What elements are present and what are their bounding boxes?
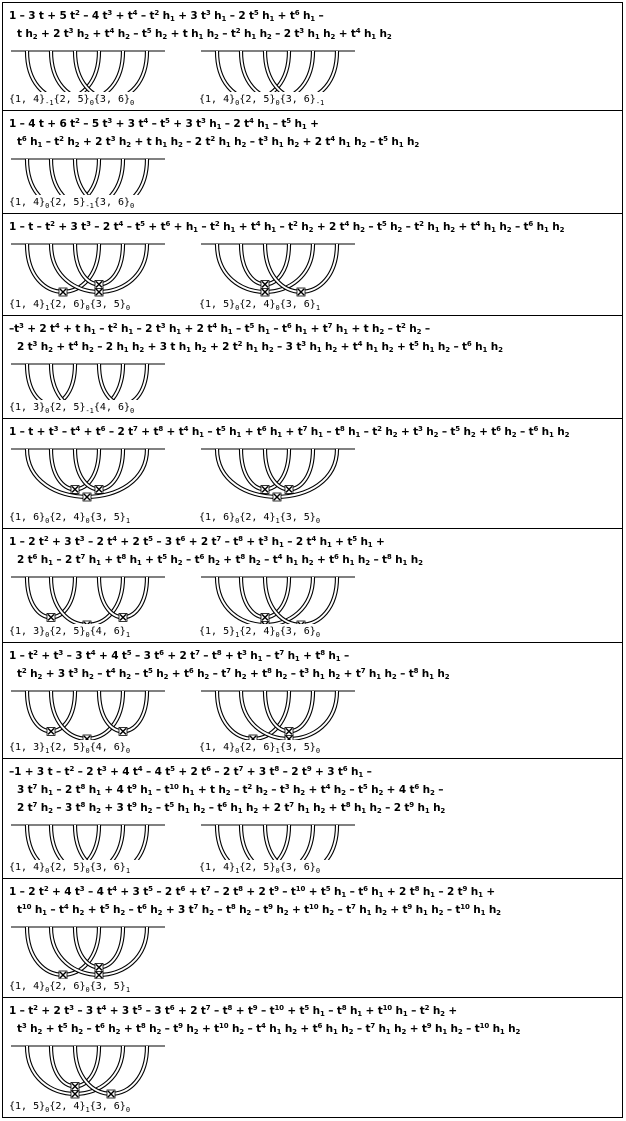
crossing-marker <box>107 1090 115 1098</box>
diagram-label: {1, $6\}_0\{2$, $4\}_0\{3$, $5\}_1$ <box>9 512 131 525</box>
polynomial-line: 3 $t^7$ $h_1 - 2$ $t^8$ $h_1 + 4$ $t^9$ $h_1 - t^{10}$ $h_1 + t$ $h_2 - t^2$ $h_2 - t^3$ $h_2 + t^4$ $h_2 - t^5$ $h_2 + 4$ $t^6$ $h_2$ – <box>17 783 444 797</box>
polynomial-line: 2 $t^3$ $h_2 + t^4$ $h_2 - 2$ $h_1$ $h_2 + 3$ t $h_1$ $h_2 + 2$ $t^2$ $h_1$ $h_2 - 3$ $t^3$ $h_1$ $h_2 + t^4$ $h_1$ $h_2 + t^5$ $h_1$ $h_2 - t^6$ $h_1$ $h_2$ <box>17 340 503 354</box>
result-cell <box>2 878 623 998</box>
diagram-label: {1, $5\}_0\{2$, $4\}_1\{3$, $6\}_0$ <box>9 1101 131 1114</box>
polynomial-line: 2 $t^7$ $h_2 - 3$ $t^8$ $h_2 + 3$ $t^9$ $h_2 - t^5$ $h_1$ $h_2 - t^6$ $h_1$ $h_2 + 2$ $t^7$ $h_1$ $h_2 + t^8$ $h_1$ $h_2 - 2$ $t^9$ $h_1$ $h_2$ <box>17 801 446 815</box>
diagram-label: {1, $4\}_0\{2$, $6\}_0\{3$, $5\}_1$ <box>9 981 131 994</box>
gauss-diagram <box>199 573 359 624</box>
diagram-chord <box>265 825 337 860</box>
gauss-diagram <box>199 687 359 740</box>
diagram-chord-fill <box>51 577 123 624</box>
polynomial-expression <box>9 115 618 151</box>
diagram-chord <box>27 927 99 975</box>
crossing-marker <box>95 963 103 971</box>
polynomial-line: $t^{10}$ $h_1 - t^4$ $h_2 + t^5$ $h_2 - t^6$ $h_2 + 3$ $t^7$ $h_2 - t^8$ $h_2 - t^9$ $h_2 + t^{10}$ $h_2 - t^7$ $h_1$ $h_2 + t^9$ $h_1$ $h_2 - t^{10}$ $h_1$ $h_2$ <box>17 903 501 917</box>
diagram-label: {1, $4\}_0\{2$, $5\}_0\{3$, $6\}_{-1}$ <box>199 94 325 107</box>
crossing-marker <box>95 485 103 493</box>
crossing-marker <box>71 1082 79 1090</box>
polynomial-expression <box>9 320 618 356</box>
diagram-chord-fill <box>27 159 99 195</box>
diagram-chord-fill <box>241 825 313 860</box>
polynomial-line: $1 - t^2 + t^3 - 3$ $t^4 + 4$ $t^5 - 3$ $t^6 + 2$ $t^7 - t^8 + t^3$ $h_1 - t^7$ $h_1 + t^8$ $h_1$ – <box>9 649 350 663</box>
diagram-chord <box>217 691 289 739</box>
gauss-diagram <box>9 1042 169 1099</box>
crossing-marker <box>261 485 269 493</box>
polynomial-line: 1 – 2 $t^2 + 3$ $t^3 - 2$ $t^4 + 2$ $t^5 - 3$ $t^6 + 2$ $t^7 - t^8 + t^3$ $h_1 - 2$ $t^4$ $h_1 + t^5$ $h_1$ + <box>9 535 385 549</box>
crossing-marker <box>249 735 257 740</box>
diagram-chord-fill <box>27 927 99 975</box>
diagram-chord <box>51 691 123 739</box>
diagram-chord-fill <box>27 825 99 860</box>
result-cell <box>2 2 623 111</box>
polynomial-expression <box>9 647 618 683</box>
diagram-chord-fill <box>265 825 337 860</box>
diagram-chord-fill <box>217 691 289 739</box>
result-cell <box>2 315 623 419</box>
diagram-chord-fill <box>75 825 147 860</box>
diagram-chord <box>27 159 99 195</box>
polynomial-expression <box>9 533 618 569</box>
crossing-marker <box>83 493 91 501</box>
diagram-label: {1, $4\}_0\{2$, $5\}_{-1}\{3$, $6\}_0$ <box>9 197 135 210</box>
gauss-diagram <box>199 240 359 297</box>
gauss-diagram <box>9 923 169 979</box>
crossing-marker <box>285 727 293 735</box>
polynomial-line: $t^6$ $h_1 - t^2$ $h_2 + 2$ $t^3$ $h_2 + t$ $h_1$ $h_2 - 2$ $t^2$ $h_1$ $h_2 - t^3$ $h_1$ $h_2 + 2$ $t^4$ $h_1$ $h_2 - t^5$ $h_1$ $h_2$ <box>17 135 420 149</box>
crossing-marker <box>119 727 127 735</box>
result-cell <box>2 528 623 643</box>
crossing-marker <box>71 1090 79 1098</box>
diagram-chord <box>75 1046 147 1094</box>
crossing-marker <box>83 621 91 624</box>
diagram-chord-fill <box>75 159 147 195</box>
polynomial-line: –1 + 3 t – $t^2 - 2$ $t^3 + 4$ $t^4 - 4$ $t^5 + 2$ $t^6 - 2$ $t^7 + 3$ $t^8 - 2$ $t^9 + 3$ $t^6$ $h_1$ – <box>9 765 372 779</box>
diagram-label: {1, $4\}_1\{2$, $6\}_0\{3$, $5\}_0$ <box>9 299 131 312</box>
diagram-chord-fill <box>75 1046 147 1094</box>
polynomial-expression <box>9 763 618 817</box>
crossing-marker <box>71 485 79 493</box>
crossing-marker <box>261 288 269 296</box>
diagram-label: {1, $4\}_0\{2$, $5\}_0\{3$, $6\}_1$ <box>9 862 131 875</box>
gauss-diagram <box>9 445 169 510</box>
diagram-chord <box>217 825 289 860</box>
diagram-label: {1, $4\}_{-1}\{2$, $5\}_0\{3$, $6\}_0$ <box>9 94 135 107</box>
result-cell <box>2 110 623 214</box>
polynomial-line: 1 – 2 $t^2 + 4$ $t^3 - 4$ $t^4 + 3$ $t^5 - 2$ $t^6 + t^7 - 2$ $t^8 + 2$ $t^9 - t^{10} + t^5$ $h_1 - t^6$ $h_1 + 2$ $t^8$ $h_1 - 2$ $t^9$ $h_1$ + <box>9 885 496 899</box>
crossing-marker <box>47 613 55 621</box>
diagram-label: {1, $6\}_0\{2$, $4\}_1\{3$, $5\}_0$ <box>199 512 321 525</box>
crossing-marker <box>261 280 269 288</box>
diagram-chord <box>241 825 313 860</box>
polynomial-expression <box>9 7 618 43</box>
diagram-chord-fill <box>265 244 337 292</box>
crossing-marker <box>119 613 127 621</box>
result-cell <box>2 642 623 759</box>
diagram-chord-fill <box>27 244 99 292</box>
gauss-diagram <box>199 821 359 860</box>
diagram-chord <box>265 577 337 624</box>
diagram-label: {1, $5\}_1\{2$, $4\}_0\{3$, $6\}_0$ <box>199 626 321 639</box>
gauss-diagram <box>9 240 169 297</box>
gauss-diagram <box>9 360 169 400</box>
gauss-diagram <box>9 573 169 624</box>
gauss-diagram <box>9 821 169 860</box>
result-cell <box>2 758 623 879</box>
polynomial-expression <box>9 1002 618 1038</box>
polynomial-expression <box>9 218 618 236</box>
diagram-chord <box>217 449 337 497</box>
diagram-chord <box>265 244 337 292</box>
crossing-marker <box>285 485 293 493</box>
gauss-diagram <box>199 445 359 510</box>
diagram-chord <box>75 159 147 195</box>
polynomial-line: 1 – 3 t + 5 $t^2 - 4$ $t^3 + t^4 - t^2$ $h_1 + 3$ $t^3$ $h_1 - 2$ $t^5$ $h_1 + t^6$ $h_1$ – <box>9 9 324 23</box>
diagram-label: {1, $4\}_0\{2$, $6\}_1\{3$, $5\}_0$ <box>199 742 321 755</box>
crossing-marker <box>59 971 67 979</box>
polynomial-line: $1 - t^2 + 2$ $t^3 - 3$ $t^4 + 3$ $t^5 - 3$ $t^6 + 2$ $t^7 - t^8 + t^9 - t^{10} + t^5$ $h_1 - t^8$ $h_1 + t^{10}$ $h_1 - t^2$ $h_2$ + <box>9 1004 458 1018</box>
diagram-chord <box>51 577 123 624</box>
diagram-chord <box>75 825 147 860</box>
diagram-label: {1, $3\}_1\{2$, $5\}_0\{4$, $6\}_0$ <box>9 742 131 755</box>
knot-invariant-table <box>2 2 623 1118</box>
diagram-chord-fill <box>51 364 123 400</box>
diagram-chord-fill <box>51 691 123 739</box>
crossing-marker <box>95 971 103 979</box>
polynomial-line: 1 – 4 t + 6 $t^2 - 5$ $t^3 + 3$ $t^4 - t^5 + 3$ $t^3$ $h_1 - 2$ $t^4$ $h_1 - t^5$ $h_1$ + <box>9 117 319 131</box>
diagram-chord-fill <box>51 825 123 860</box>
diagram-label: {1, $5\}_0\{2$, $4\}_0\{3$, $6\}_1$ <box>199 299 321 312</box>
polynomial-line: $1 - t - t^2 + 3$ $t^3 - 2$ $t^4 - t^5 + t^6 + h_1 - t^2$ $h_1 + t^4$ $h_1 - t^2$ $h_2 + 2$ $t^4$ $h_2 - t^5$ $h_2 - t^2$ $h_1$ $h_2 + t^4$ $h_1$ $h_2 - t^6$ $h_1$ $h_2$ <box>9 220 565 234</box>
polynomial-expression <box>9 883 618 919</box>
crossing-marker <box>273 493 281 501</box>
polynomial-line: $t^3$ $h_2 + t^5$ $h_2 - t^6$ $h_2 + t^8$ $h_2 - t^9$ $h_2 + t^{10}$ $h_2 - t^4$ $h_1$ $h_2 + t^6$ $h_1$ $h_2 - t^7$ $h_1$ $h_2 + t^9$ $h_1$ $h_2 - t^{10}$ $h_1$ $h_2$ <box>17 1022 521 1036</box>
diagram-label: {1, $4\}_1\{2$, $5\}_0\{3$, $6\}_0$ <box>199 862 321 875</box>
crossing-marker <box>95 280 103 288</box>
diagram-label: {1, $3\}_0\{2$, $5\}_0\{4$, $6\}_1$ <box>9 626 131 639</box>
diagram-chord-fill <box>265 577 337 624</box>
crossing-marker <box>297 288 305 296</box>
result-cell <box>2 418 623 529</box>
crossing-marker <box>261 613 269 621</box>
polynomial-line: $t^2$ $h_2 + 3$ $t^3$ $h_2 - t^4$ $h_2 - t^5$ $h_2 + t^6$ $h_2 - t^7$ $h_2 + t^8$ $h_2 - t^3$ $h_1$ $h_2 + t^7$ $h_1$ $h_2 - t^8$ $h_1$ $h_2$ <box>17 667 450 681</box>
polynomial-line: $-t^3 + 2$ $t^4 + t$ $h_1 - t^2$ $h_1 - 2$ $t^3$ $h_1 + 2$ $t^4$ $h_1 - t^5$ $h_1 - t^6$ $h_1 + t^7$ $h_1 + t$ $h_2 - t^2$ $h_2$ – <box>9 322 430 336</box>
gauss-diagram <box>199 47 359 92</box>
gauss-diagram <box>9 687 169 740</box>
diagram-chord-fill <box>217 449 337 497</box>
result-cell <box>2 213 623 316</box>
crossing-marker <box>95 288 103 296</box>
diagram-chord-fill <box>27 449 147 497</box>
gauss-diagram <box>9 155 169 195</box>
diagram-chord-fill <box>51 159 123 195</box>
crossing-marker <box>47 727 55 735</box>
diagram-chord <box>27 825 99 860</box>
crossing-marker <box>59 288 67 296</box>
polynomial-line: 2 $t^6$ $h_1 - 2$ $t^7$ $h_1 + t^8$ $h_1 + t^5$ $h_2 - t^6$ $h_2 + t^8$ $h_2 - t^4$ $h_1$ $h_2 + t^6$ $h_1$ $h_2 - t^8$ $h_1$ $h_2$ <box>17 553 423 567</box>
diagram-chord <box>51 825 123 860</box>
diagram-label: {1, $3\}_0\{2$, $5\}_{-1}\{4$, $6\}_0$ <box>9 402 135 415</box>
polynomial-expression <box>9 423 618 441</box>
crossing-marker <box>297 621 305 624</box>
polynomial-line: t $h_2 + 2$ $t^3$ $h_2 + t^4$ $h_2 - t^5$ $h_2 + t$ $h_1$ $h_2 - t^2$ $h_1$ $h_2 - 2$ $t^3$ $h_1$ $h_2 + t^4$ $h_1$ $h_2$ <box>17 27 392 41</box>
gauss-diagram <box>9 47 169 92</box>
result-cell <box>2 997 623 1118</box>
crossing-marker <box>83 735 91 740</box>
diagram-chord <box>27 449 147 497</box>
diagram-chord <box>51 159 123 195</box>
diagram-chord-fill <box>217 825 289 860</box>
polynomial-line: $1 - t + t^3 - t^4 + t^6 - 2$ $t^7 + t^8 + t^4$ $h_1 - t^5$ $h_1 + t^6$ $h_1 + t^7$ $h_1 - t^8$ $h_1 - t^2$ $h_2 + t^3$ $h_2 - t^5$ $h_2 + t^6$ $h_2 - t^6$ $h_1$ $h_2$ <box>9 425 570 439</box>
diagram-chord <box>27 244 99 292</box>
diagram-chord <box>51 364 123 400</box>
